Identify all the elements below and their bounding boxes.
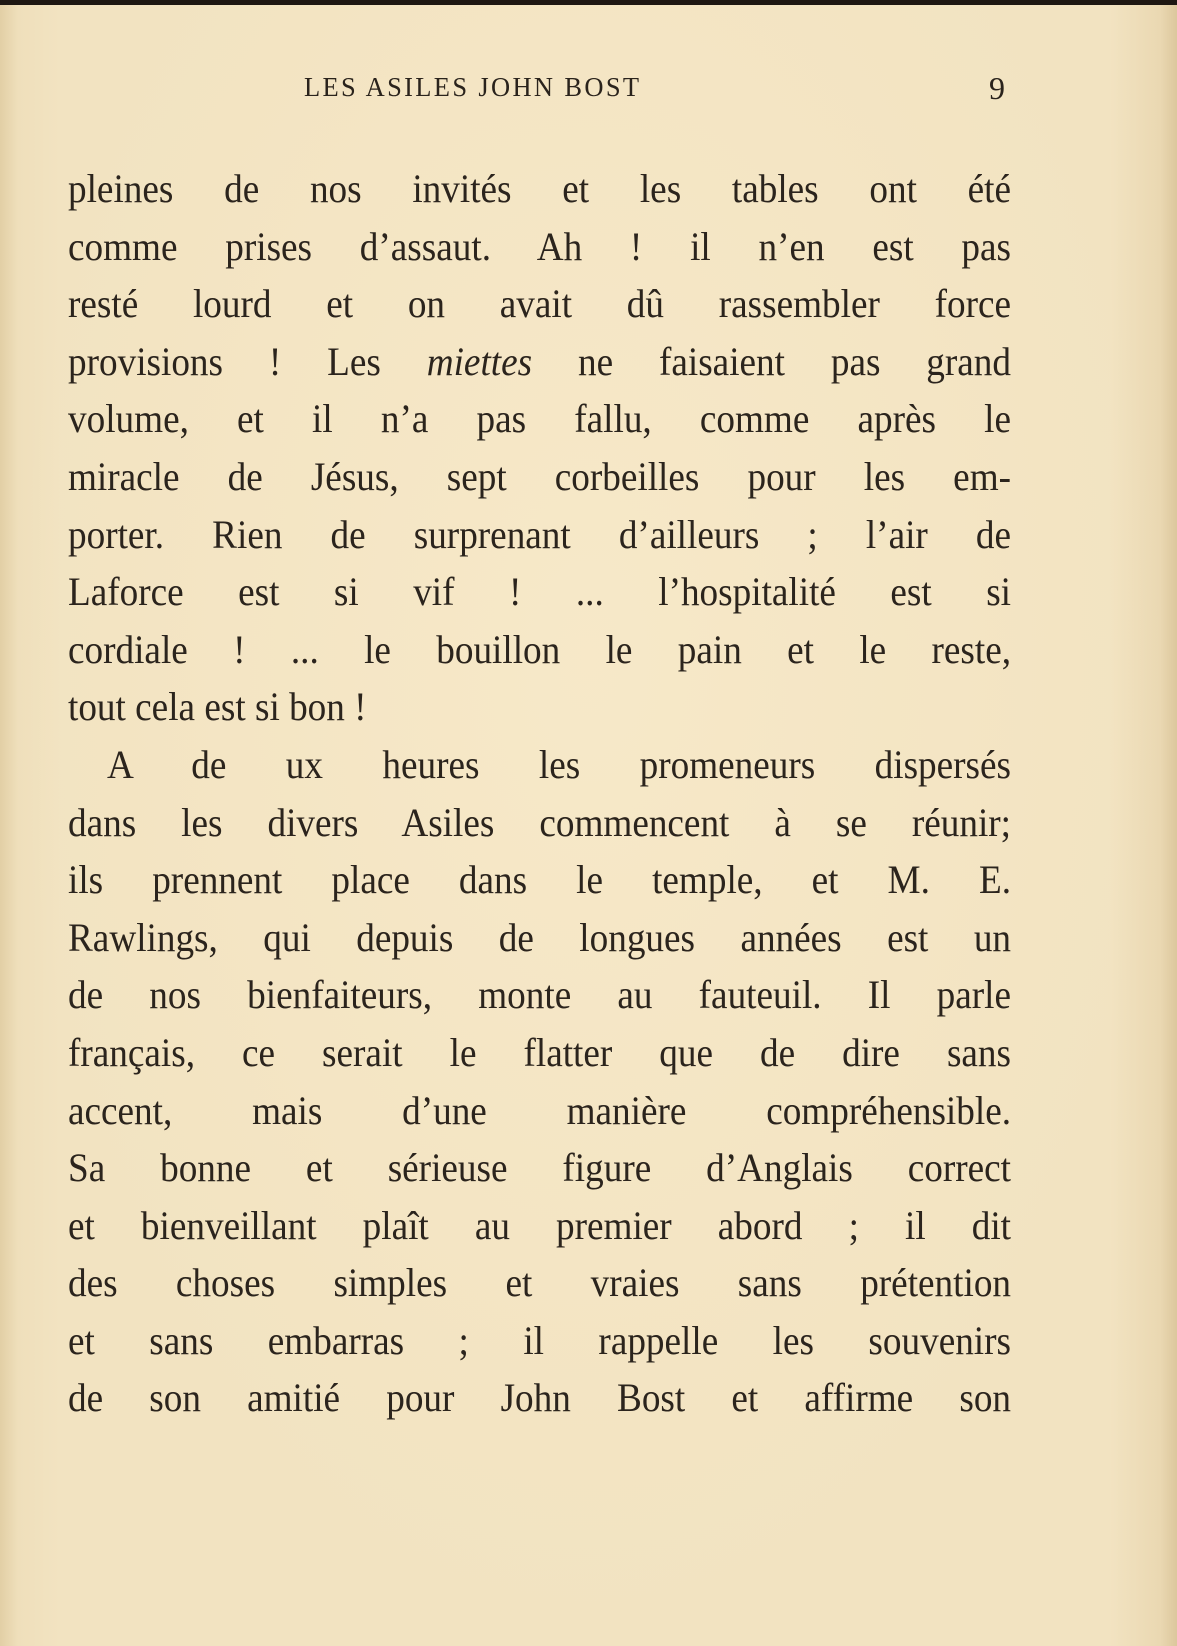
text-line: comme prises d’assaut. Ah ! il n’en est pas	[68, 223, 1012, 269]
text-line: et sans embarras ; il rappelle les souvenirs	[68, 1317, 1012, 1363]
text-line: A de ux heures les promeneurs dispersés	[107, 741, 1012, 787]
text-line: pleines de nos invités et les tables ont été	[68, 166, 1012, 211]
page-top-edge	[0, 0, 1177, 5]
text-line: miracle de Jésus, sept corbeilles pour les em-	[68, 453, 1012, 499]
text-line: dans les divers Asiles commencent à se réunir;	[68, 799, 1012, 845]
running-header	[0, 72, 1177, 112]
text-line: porter. Rien de surprenant d’ailleurs ; l’air de	[68, 511, 1012, 557]
text-line: volume, et il n’a pas fallu, comme après le	[68, 396, 1012, 442]
text-line: cordiale ! ... le bouillon le pain et le reste,	[68, 626, 1012, 672]
body-text	[68, 160, 1011, 1427]
text-line: et bienveillant plaît au premier abord ; il dit	[68, 1202, 1012, 1248]
paragraph-2	[68, 736, 1011, 1427]
text-line: Laforce est si vif ! ... l’hospitalité est si	[68, 569, 1012, 615]
text-line: Rawlings, qui depuis de longues années est un	[68, 914, 1012, 960]
text-line: tout cela est si bon !	[68, 684, 367, 730]
text-line: français, ce serait le flatter que de dire sans	[68, 1029, 1012, 1075]
text-line: de son amitié pour John Bost et affirme son	[68, 1375, 1012, 1421]
page-number: 9	[989, 70, 1005, 106]
text-line: ils prennent place dans le temple, et M. E.	[68, 857, 1012, 903]
paragraph-1	[68, 160, 1011, 736]
text-line: Sa bonne et sérieuse figure d’Anglais correct	[68, 1145, 1012, 1191]
running-title: LES ASILES JOHN BOST	[304, 72, 642, 102]
text-line: de nos bienfaiteurs, monte au fauteuil. Il parle	[68, 972, 1012, 1018]
text-line: des choses simples et vraies sans prétention	[68, 1260, 1012, 1306]
text-run: ne faisaient pas grand	[532, 338, 1012, 384]
italic-word: miettes	[426, 338, 533, 384]
text-line: accent, mais d’une manière compréhensible.	[68, 1087, 1012, 1133]
text-run: provisions ! Les	[68, 338, 427, 384]
text-line: resté lourd et on avait dû rassembler force	[68, 281, 1012, 327]
text-line	[68, 333, 1011, 391]
